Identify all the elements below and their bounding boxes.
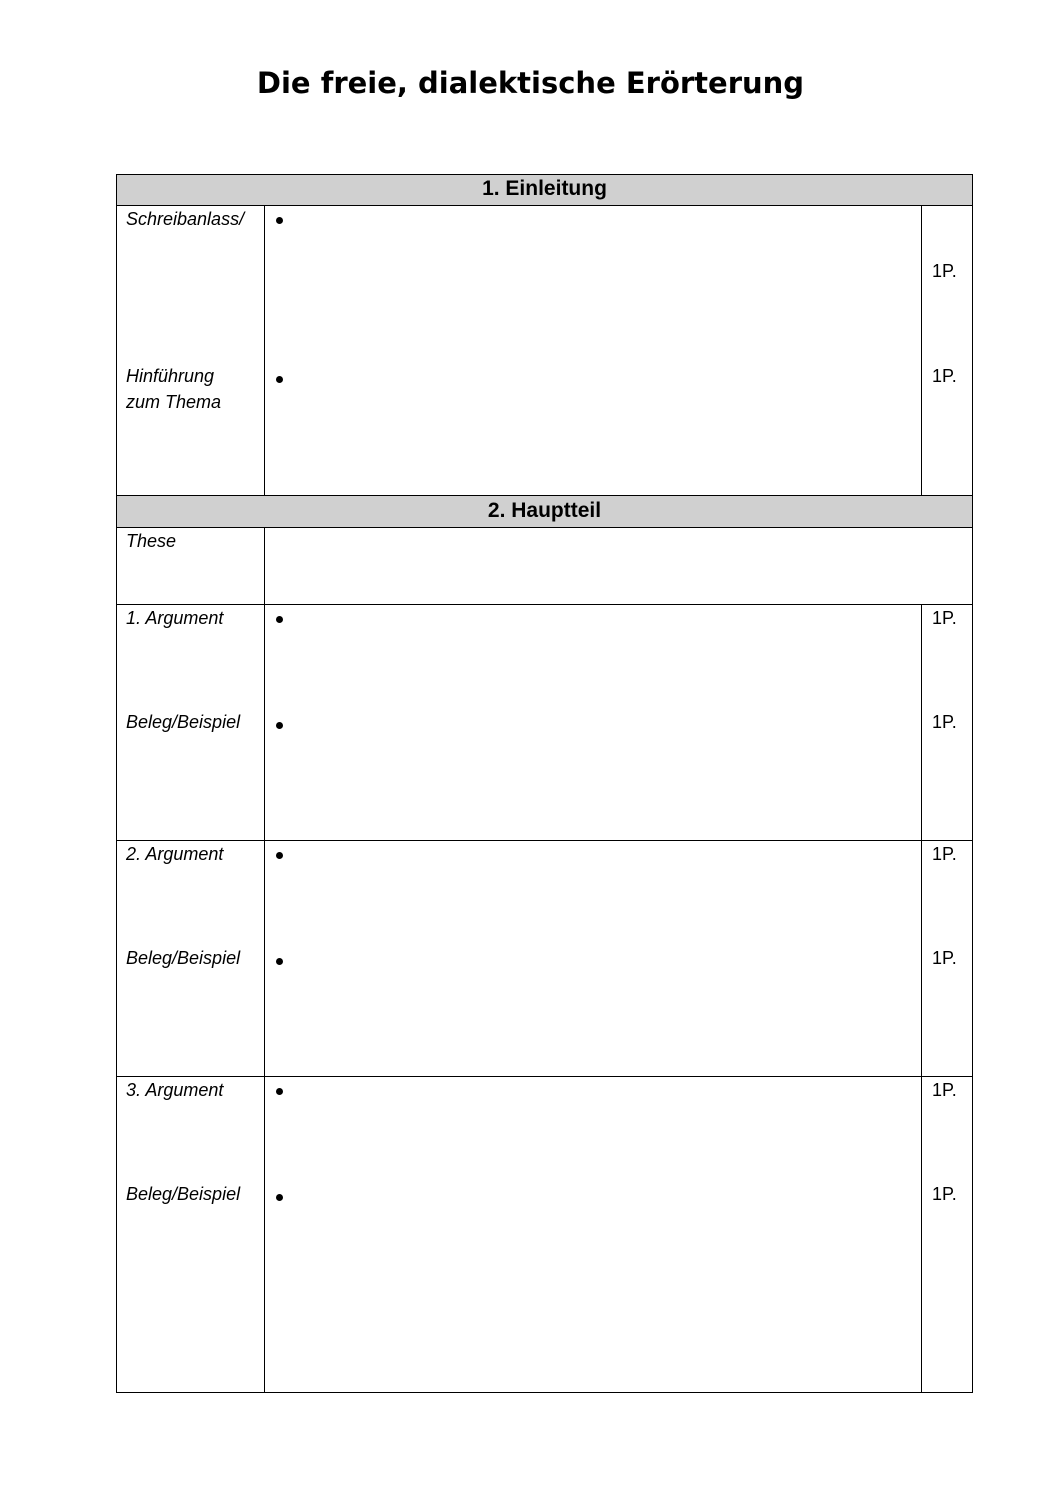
points-label: 1P. — [932, 366, 957, 386]
points-label: 1P. — [932, 948, 957, 968]
bullet-point — [276, 376, 283, 383]
row-divider — [116, 1076, 973, 1077]
essay-outline-table — [116, 174, 973, 1393]
column-divider — [264, 527, 265, 1393]
row-divider — [116, 604, 973, 605]
points-label: 1P. — [932, 712, 957, 732]
label-zum-thema: zum Thema — [126, 392, 222, 412]
table-border-right — [972, 174, 973, 1393]
page-title: Die freie, dialektische Erörterung — [256, 66, 805, 100]
table-border-top — [116, 174, 973, 175]
row-divider — [116, 495, 973, 496]
label-schreibanlass: Schreibanlass/ — [126, 209, 245, 229]
section-heading-einleitung: 1. Einleitung — [482, 177, 607, 200]
bullet-point — [276, 1088, 283, 1095]
bullet-point — [276, 217, 283, 224]
row-divider — [116, 840, 973, 841]
points-label: 1P. — [932, 1184, 957, 1204]
label-argument-1: 1. Argument — [126, 608, 224, 628]
bullet-point — [276, 616, 283, 623]
table-border-bottom — [116, 1392, 973, 1393]
label-beleg-1: Beleg/Beispiel — [126, 712, 241, 732]
points-label: 1P. — [932, 844, 957, 864]
label-beleg-3: Beleg/Beispiel — [126, 1184, 241, 1204]
table-border-left — [116, 174, 117, 1393]
bullet-point — [276, 1194, 283, 1201]
label-hinfuehrung: Hinführung — [126, 366, 215, 386]
column-divider — [264, 205, 265, 496]
column-divider — [921, 205, 922, 496]
points-label: 1P. — [932, 1080, 957, 1100]
row-divider — [116, 205, 973, 206]
column-divider — [921, 604, 922, 1393]
bullet-point — [276, 958, 283, 965]
bullet-point — [276, 722, 283, 729]
label-argument-3: 3. Argument — [126, 1080, 224, 1100]
label-beleg-2: Beleg/Beispiel — [126, 948, 241, 968]
points-label: 1P. — [932, 608, 957, 628]
label-argument-2: 2. Argument — [126, 844, 224, 864]
section-heading-hauptteil: 2. Hauptteil — [487, 499, 602, 522]
label-these: These — [126, 531, 177, 551]
row-divider — [116, 527, 973, 528]
bullet-point — [276, 852, 283, 859]
points-label: 1P. — [932, 261, 957, 281]
